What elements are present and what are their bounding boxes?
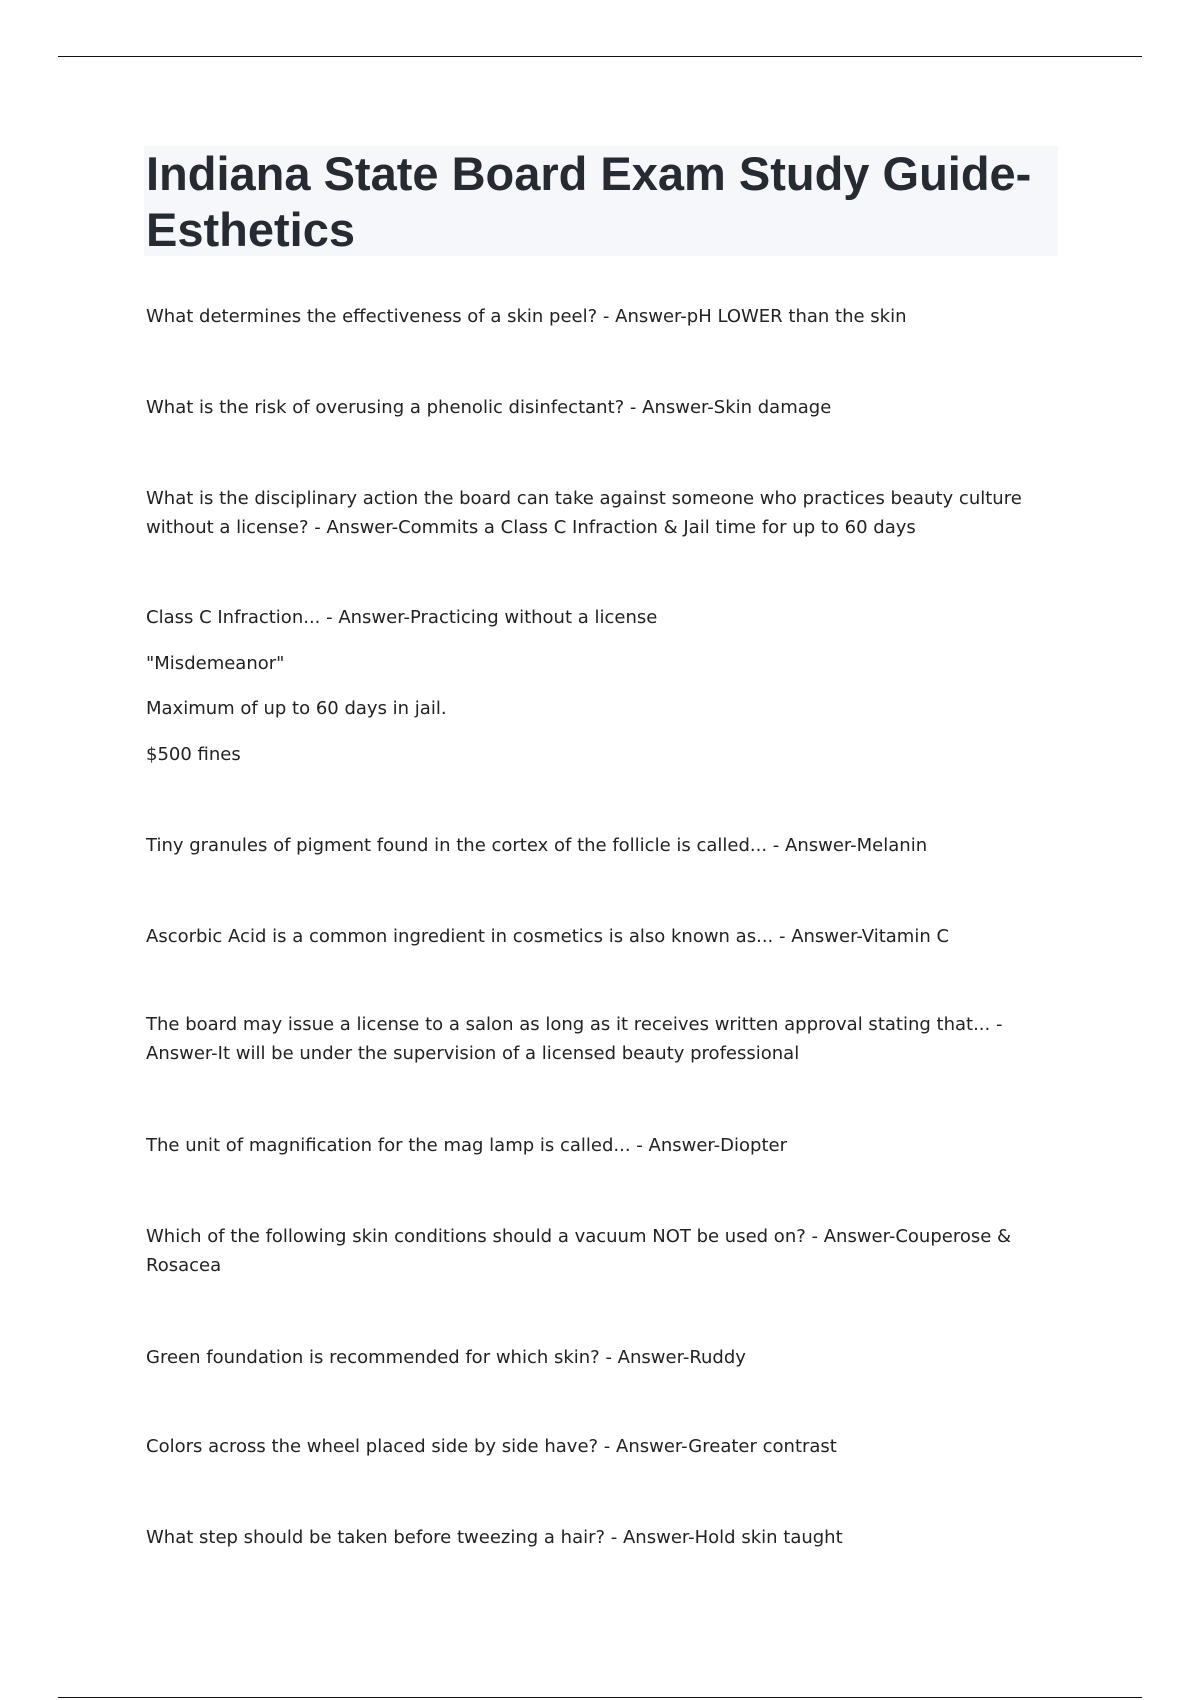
qa-item-1: What determines the effectiveness of a skin peel? - Answer-pH LOWER than the skin xyxy=(146,306,907,327)
class-c-note-1: "Misdemeanor" xyxy=(146,653,285,674)
header-rule xyxy=(58,56,1142,57)
footer-rule xyxy=(58,1697,1142,1698)
qa-item-4: Class C Infraction... - Answer-Practicing without a license xyxy=(146,607,658,628)
qa-item-7: The board may issue a license to a salon as long as it receives written approval stating that... - Answer-It will be under the supervision of a licensed beauty professional xyxy=(146,1014,1003,1064)
qa-item-10: Green foundation is recommended for which skin? - Answer-Ruddy xyxy=(146,1347,746,1368)
qa-item-3: What is the disciplinary action the board can take against someone who practices beauty culture without a license? - Answer-Commits a Class C Infraction & Jail time for up to 60 days xyxy=(146,488,1022,538)
class-c-note-3: $500 fines xyxy=(146,744,241,765)
qa-item-9: Which of the following skin conditions should a vacuum NOT be used on? - Answer-Couperose & Rosacea xyxy=(146,1226,1012,1276)
qa-item-11: Colors across the wheel placed side by side have? - Answer-Greater contrast xyxy=(146,1436,837,1457)
class-c-note-2: Maximum of up to 60 days in jail. xyxy=(146,698,447,719)
qa-item-12: What step should be taken before tweezing a hair? - Answer-Hold skin taught xyxy=(146,1527,843,1548)
qa-item-8: The unit of magnification for the mag lamp is called... - Answer-Diopter xyxy=(146,1135,787,1156)
document-title: Indiana State Board Exam Study Guide- Esthetics xyxy=(146,147,1032,256)
qa-item-6: Ascorbic Acid is a common ingredient in cosmetics is also known as... - Answer-Vitamin C xyxy=(146,926,950,947)
qa-item-2: What is the risk of overusing a phenolic disinfectant? - Answer-Skin damage xyxy=(146,397,832,418)
qa-item-5: Tiny granules of pigment found in the cortex of the follicle is called... - Answer-Melanin xyxy=(146,835,928,856)
